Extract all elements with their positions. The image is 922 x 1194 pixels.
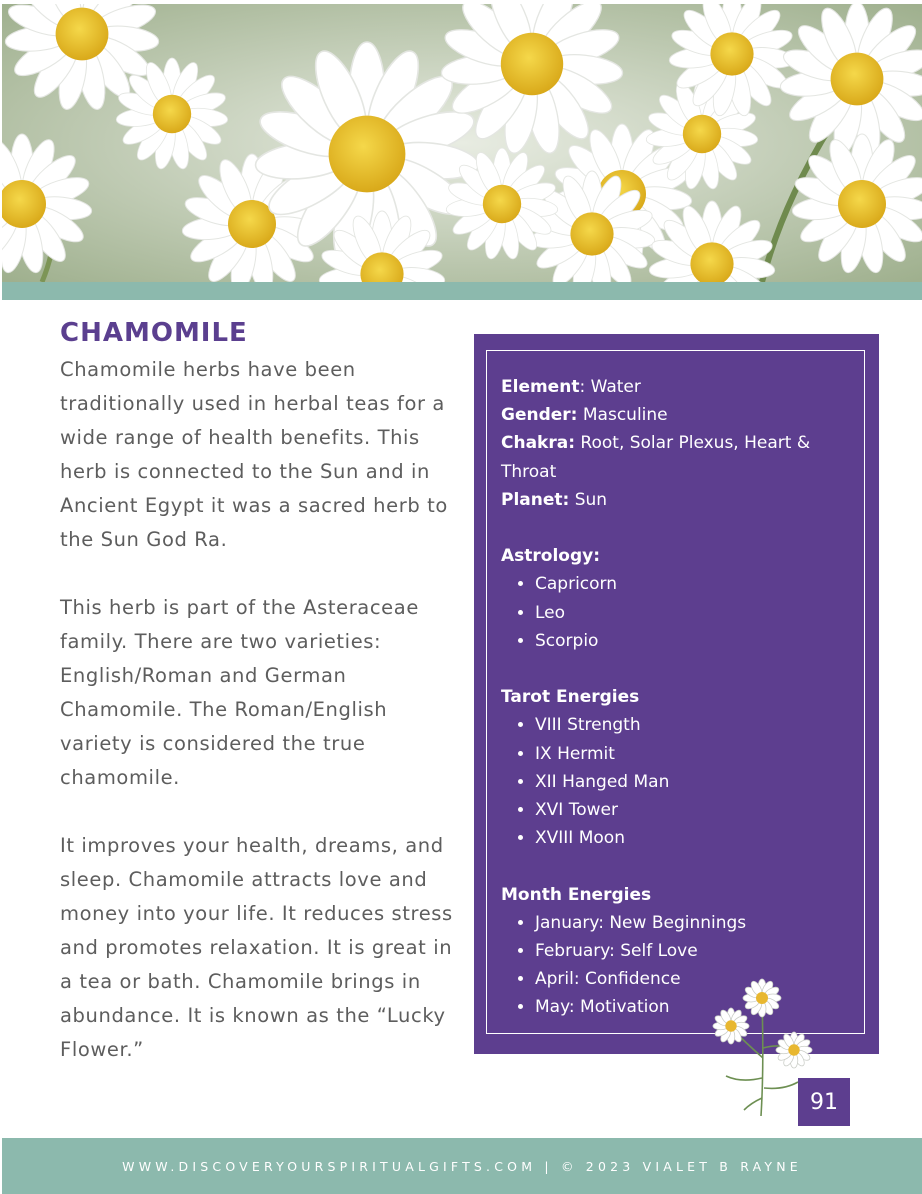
list-item: • XVIII Moon [535,824,850,852]
teal-divider-band [2,282,922,300]
chakra-label: Chakra: [501,433,576,454]
element-row [501,373,850,401]
paragraph-2: This herb is part of the Asteraceae family. There are two varieties: English/Roman and German Chamomile. The Roman/English variety is considered the true chamomile. [60,596,419,789]
list-item: • Capricorn [535,570,850,598]
list-item: • XVI Tower [535,796,850,824]
footer-credits: WWW.DISCOVERYOURSPIRITUALGIFTS.COM | © 2023 VIALET B RAYNE [2,1138,922,1194]
list-item: • IX Hermit [535,740,850,768]
astrology-title: Astrology: [501,546,601,567]
description-text [60,353,460,1101]
chakra-row [501,429,850,485]
element-value: Water [590,377,641,397]
correspondences-panel [474,334,879,1054]
list-item: • April: Confidence [535,965,850,993]
gender-value: Masculine [582,405,668,426]
planet-label: Planet: [501,489,570,510]
month-title: Month Energies [501,884,652,905]
list-item: • January: New Beginnings [535,909,850,937]
list-item: • February: Self Love [535,937,850,965]
list-item: • Scorpio [535,627,850,655]
chamomile-flowers-photo-icon [2,4,922,282]
page-title: CHAMOMILE [60,318,248,348]
paragraph-1: Chamomile herbs have been traditionally used in herbal teas for a wide range of health benefits. This herb is connected to the Sun and in Ancient Egypt it was a sacred herb to the Sun God Ra. [60,358,448,551]
tarot-list [501,711,850,852]
page-number: 91 [798,1078,850,1126]
gender-row [501,401,850,429]
correspondences-frame [486,350,865,1034]
chakra-value: Root, Solar Plexus, Heart & Throat [501,433,811,482]
astrology-list [501,570,850,655]
planet-row [501,486,850,514]
gender-label: Gender: [501,405,578,426]
list-item: • VIII Strength [535,711,850,739]
planet-value: Sun [574,489,608,510]
list-item: • Leo [535,599,850,627]
hero-photo [2,4,922,282]
tarot-title: Tarot Energies [501,687,640,708]
paragraph-3: It improves your health, dreams, and sleep. Chamomile attracts love and money into your life. It reduces stress and promotes relaxation. It is great in a tea or bath. Chamomile brings in abundance. It is known as the “Lucky Flower.” [60,834,453,1061]
element-label: Element [501,377,580,397]
element-separator: : [579,377,591,397]
list-item: • XII Hanged Man [535,768,850,796]
list-item: • May: Motivation [535,993,850,1021]
